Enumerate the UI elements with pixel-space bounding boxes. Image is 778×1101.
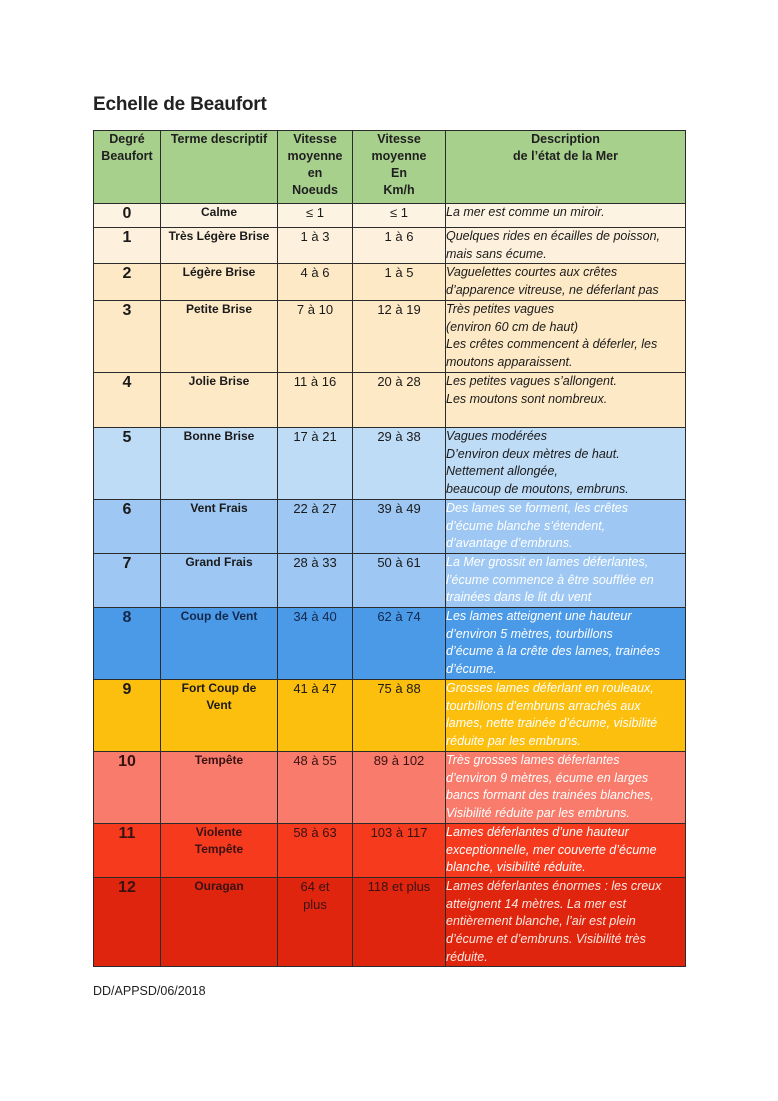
descriptive-term: Violente Tempête (161, 824, 278, 878)
table-row (94, 752, 686, 824)
table-row (94, 680, 686, 752)
speed-knots: 17 à 21 (278, 428, 353, 500)
descriptive-term: Très Légère Brise (161, 228, 278, 264)
beaufort-scale-table (93, 130, 686, 967)
sea-state-description: Les lames atteignent une hauteur d’environ 5 mètres, tourbillons d’écume à la crête des lames, trainées d’écume. (446, 608, 686, 680)
sea-state-description: Les petites vagues s’allongent. Les moutons sont nombreux. (446, 373, 686, 428)
table-row (94, 500, 686, 554)
beaufort-degree: 4 (94, 373, 161, 428)
beaufort-degree: 1 (94, 228, 161, 264)
page-title: Echelle de Beaufort (93, 94, 267, 115)
beaufort-degree: 8 (94, 608, 161, 680)
descriptive-term: Légère Brise (161, 264, 278, 301)
descriptive-term: Calme (161, 204, 278, 228)
document-reference: DD/APPSD/06/2018 (93, 984, 206, 998)
descriptive-term: Grand Frais (161, 554, 278, 608)
table-row (94, 554, 686, 608)
header-knots: Vitesse moyenne en Noeuds (278, 131, 353, 204)
table-row (94, 301, 686, 373)
speed-knots: 48 à 55 (278, 752, 353, 824)
speed-kmh: 50 à 61 (353, 554, 446, 608)
descriptive-term: Bonne Brise (161, 428, 278, 500)
descriptive-term: Coup de Vent (161, 608, 278, 680)
beaufort-degree: 10 (94, 752, 161, 824)
beaufort-degree: 12 (94, 878, 161, 967)
table-row (94, 204, 686, 228)
speed-knots: 7 à 10 (278, 301, 353, 373)
speed-kmh: 62 à 74 (353, 608, 446, 680)
speed-kmh: 75 à 88 (353, 680, 446, 752)
speed-knots: 1 à 3 (278, 228, 353, 264)
sea-state-description: Lames déferlantes énormes : les creux atteignent 14 mètres. La mer est entièrement blanche, l’air est plein d’écume et d’embruns. Visibilité très réduite. (446, 878, 686, 967)
table-row (94, 824, 686, 878)
speed-knots: ≤ 1 (278, 204, 353, 228)
sea-state-description: Grosses lames déferlant en rouleaux, tourbillons d’embruns arrachés aux lames, nette trainée d’écume, visibilité réduite par les embruns. (446, 680, 686, 752)
table-row (94, 228, 686, 264)
beaufort-degree: 9 (94, 680, 161, 752)
speed-kmh: 103 à 117 (353, 824, 446, 878)
header-term: Terme descriptif (161, 131, 278, 204)
table-row (94, 608, 686, 680)
speed-knots: 11 à 16 (278, 373, 353, 428)
sea-state-description: Vagues modérées D’environ deux mètres de haut. Nettement allongée, beaucoup de moutons, embruns. (446, 428, 686, 500)
sea-state-description: Quelques rides en écailles de poisson, mais sans écume. (446, 228, 686, 264)
table-row (94, 264, 686, 301)
speed-kmh: 20 à 28 (353, 373, 446, 428)
descriptive-term: Fort Coup de Vent (161, 680, 278, 752)
speed-kmh: ≤ 1 (353, 204, 446, 228)
sea-state-description: Vaguelettes courtes aux crêtes d’apparence vitreuse, ne déferlant pas (446, 264, 686, 301)
sea-state-description: Très petites vagues (environ 60 cm de haut) Les crêtes commencent à déferler, les moutons apparaissent. (446, 301, 686, 373)
sea-state-description: Des lames se forment, les crêtes d’écume blanche s’étendent, d’avantage d’embruns. (446, 500, 686, 554)
header-degree: Degré Beaufort (94, 131, 161, 204)
descriptive-term: Vent Frais (161, 500, 278, 554)
speed-knots: 34 à 40 (278, 608, 353, 680)
speed-kmh: 12 à 19 (353, 301, 446, 373)
speed-knots: 41 à 47 (278, 680, 353, 752)
table-row (94, 373, 686, 428)
table-row (94, 878, 686, 967)
sea-state-description: La mer est comme un miroir. (446, 204, 686, 228)
descriptive-term: Jolie Brise (161, 373, 278, 428)
descriptive-term: Tempête (161, 752, 278, 824)
sea-state-description: Lames déferlantes d’une hauteur exceptionnelle, mer couverte d’écume blanche, visibilité réduite. (446, 824, 686, 878)
speed-knots: 58 à 63 (278, 824, 353, 878)
beaufort-degree: 2 (94, 264, 161, 301)
descriptive-term: Petite Brise (161, 301, 278, 373)
beaufort-degree: 11 (94, 824, 161, 878)
descriptive-term: Ouragan (161, 878, 278, 967)
table-row (94, 428, 686, 500)
speed-kmh: 29 à 38 (353, 428, 446, 500)
speed-kmh: 1 à 6 (353, 228, 446, 264)
speed-kmh: 39 à 49 (353, 500, 446, 554)
beaufort-degree: 0 (94, 204, 161, 228)
header-kmh: Vitesse moyenne En Km/h (353, 131, 446, 204)
speed-knots: 22 à 27 (278, 500, 353, 554)
sea-state-description: Très grosses lames déferlantes d’environ 9 mètres, écume en larges bancs formant des trainées blanches, Visibilité réduite par les embruns. (446, 752, 686, 824)
speed-kmh: 89 à 102 (353, 752, 446, 824)
beaufort-degree: 3 (94, 301, 161, 373)
speed-kmh: 118 et plus (353, 878, 446, 967)
beaufort-degree: 7 (94, 554, 161, 608)
beaufort-degree: 5 (94, 428, 161, 500)
beaufort-degree: 6 (94, 500, 161, 554)
header-description: Description de l’état de la Mer (446, 131, 686, 204)
speed-kmh: 1 à 5 (353, 264, 446, 301)
speed-knots: 28 à 33 (278, 554, 353, 608)
table-header-row (94, 131, 686, 204)
speed-knots: 64 et plus (278, 878, 353, 967)
speed-knots: 4 à 6 (278, 264, 353, 301)
sea-state-description: La Mer grossit en lames déferlantes, l’écume commence à être soufflée en trainées dans le lit du vent (446, 554, 686, 608)
